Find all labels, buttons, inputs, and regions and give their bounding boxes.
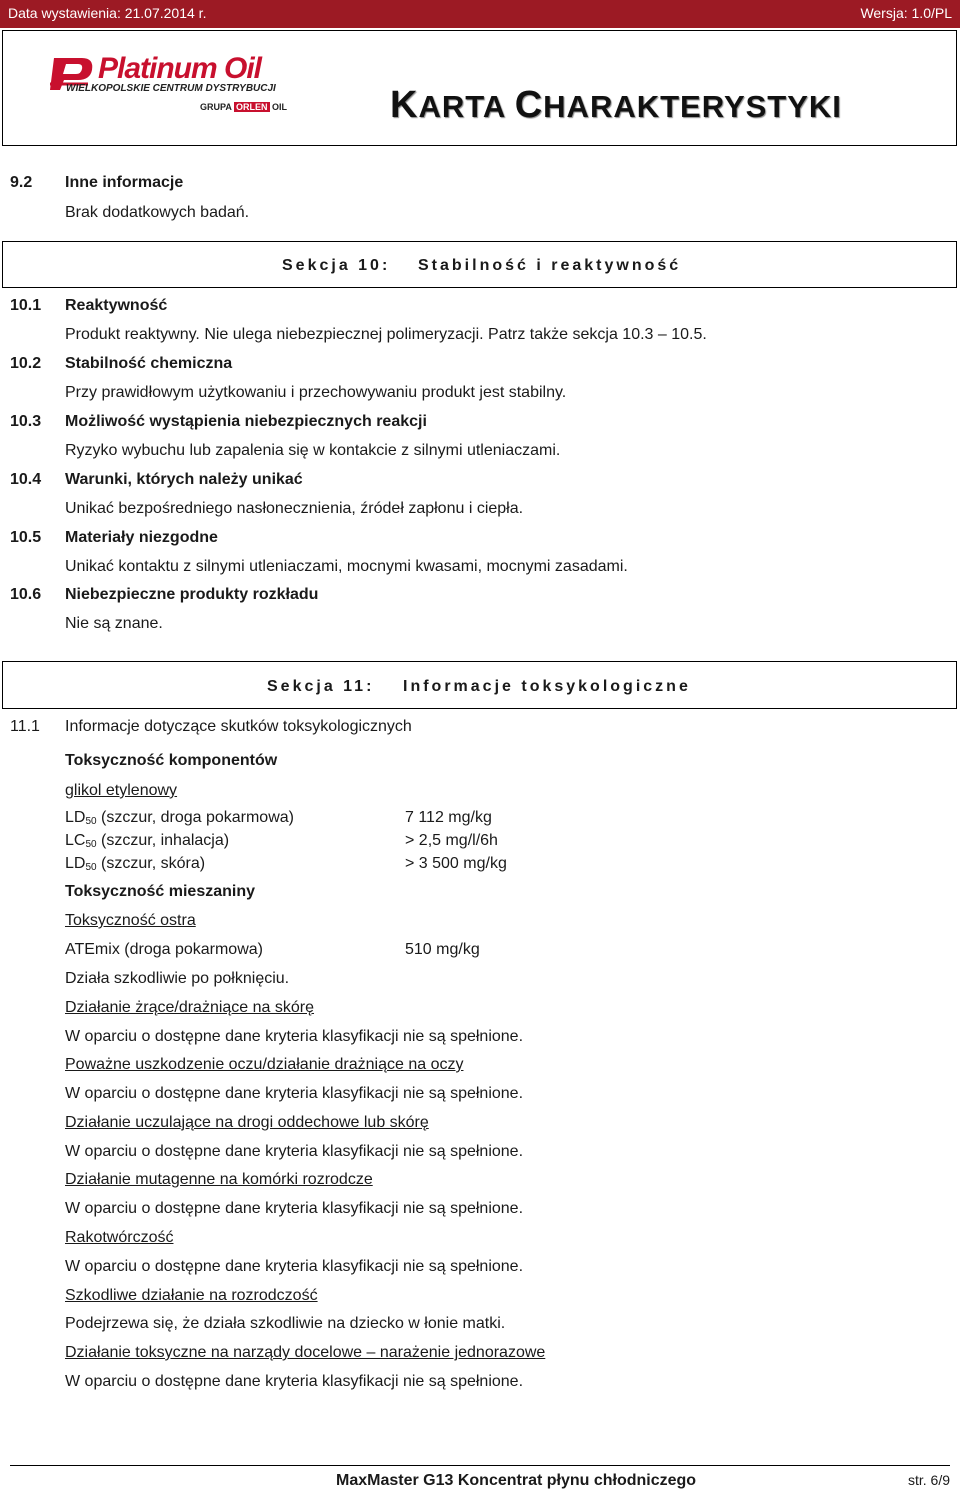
components-heading: Toksyczność komponentów bbox=[65, 752, 278, 769]
item-text: Produkt reaktywny. Nie ulega niebezpiecznej polimeryzacji. Patrz także sekcja 10.3 – 10.5. bbox=[65, 326, 707, 343]
title-rest: HARAKTERYSTYKI bbox=[543, 89, 842, 124]
logo-group bbox=[200, 102, 287, 112]
hazard-text: W oparciu o dostępne dane kryteria klasyfikacji nie są spełnione. bbox=[65, 1028, 524, 1045]
tox-row-label bbox=[65, 832, 229, 850]
tox-row-value: > 2,5 mg/l/6h bbox=[405, 832, 498, 849]
component-name: glikol etylenowy bbox=[65, 782, 178, 799]
title-k: K bbox=[390, 84, 419, 126]
s92-text: Brak dodatkowych badań. bbox=[65, 204, 250, 221]
hazard-heading: Działanie mutagenne na komórki rozrodcze bbox=[65, 1171, 373, 1188]
hazard-text: W oparciu o dostępne dane kryteria klasyfikacji nie są spełnione. bbox=[65, 1258, 524, 1275]
s92-heading: Inne informacje bbox=[65, 174, 184, 191]
item-num: 10.6 bbox=[10, 586, 42, 603]
s111-num: 11.1 bbox=[10, 718, 40, 735]
hazard-heading: Rakotwórczość bbox=[65, 1229, 174, 1246]
title-c: C bbox=[514, 84, 544, 126]
section-11-title: Informacje toksykologiczne bbox=[403, 678, 691, 695]
atemix-value: 510 mg/kg bbox=[405, 941, 480, 958]
item-heading: Niebezpieczne produkty rozkładu bbox=[65, 586, 319, 603]
item-text: Nie są znane. bbox=[65, 615, 163, 632]
tox-cond: (szczur, skóra) bbox=[96, 855, 206, 872]
footer-product: MaxMaster G13 Koncentrat płynu chłodniczego bbox=[336, 1472, 697, 1489]
tox-pre: LD bbox=[65, 809, 86, 826]
hazard-text: W oparciu o dostępne dane kryteria klasyfikacji nie są spełnione. bbox=[65, 1373, 524, 1390]
tox-sub: 50 bbox=[85, 839, 97, 850]
tox-row-label bbox=[65, 809, 294, 827]
item-text: Unikać bezpośredniego nasłonecznienia, źródeł zapłonu i ciepła. bbox=[65, 500, 524, 517]
item-heading: Materiały niezgodne bbox=[65, 529, 218, 546]
footer-page: str. 6/9 bbox=[907, 1472, 950, 1488]
logo-group-orlen: ORLEN bbox=[236, 102, 268, 112]
item-text: Ryzyko wybuchu lub zapalenia się w kontakcie z silnymi utleniaczami. bbox=[65, 442, 561, 459]
hazard-text: Podejrzewa się, że działa szkodliwie na dziecko w łonie matki. bbox=[65, 1315, 506, 1332]
item-num: 10.5 bbox=[10, 529, 42, 546]
section-10-title: Stabilność i reaktywność bbox=[418, 257, 682, 274]
hazard-heading: Szkodliwe działanie na rozrodczość bbox=[65, 1287, 318, 1304]
atemix-label: ATEmix (droga pokarmowa) bbox=[65, 941, 263, 958]
item-num: 10.4 bbox=[10, 471, 42, 488]
tox-row-label bbox=[65, 855, 205, 873]
hazard-heading: Działanie żrące/drażniące na skórę bbox=[65, 999, 315, 1016]
footer-divider bbox=[10, 1465, 950, 1466]
item-heading: Możliwość wystąpienia niebezpiecznych reakcji bbox=[65, 413, 427, 430]
version: Wersja: 1.0/PL bbox=[860, 5, 952, 21]
tox-sub: 50 bbox=[85, 862, 97, 873]
hazard-text: W oparciu o dostępne dane kryteria klasyfikacji nie są spełnione. bbox=[65, 1200, 524, 1217]
s92-num: 9.2 bbox=[10, 174, 33, 191]
issue-date: Data wystawienia: 21.07.2014 r. bbox=[8, 5, 207, 21]
tox-row-value: > 3 500 mg/kg bbox=[405, 855, 507, 872]
document-title bbox=[390, 84, 842, 127]
item-text: Przy prawidłowym użytkowaniu i przechowywaniu produkt jest stabilny. bbox=[65, 384, 567, 401]
company-logo bbox=[48, 50, 308, 120]
item-heading: Stabilność chemiczna bbox=[65, 355, 233, 372]
tox-sub: 50 bbox=[85, 816, 97, 827]
item-text: Unikać kontaktu z silnymi utleniaczami, mocnymi kwasami, mocnymi zasadami. bbox=[65, 558, 628, 575]
tox-row-value: 7 112 mg/kg bbox=[405, 809, 492, 826]
mixture-heading: Toksyczność mieszaniny bbox=[65, 883, 255, 900]
item-num: 10.1 bbox=[10, 297, 42, 314]
logo-group-oil: OIL bbox=[272, 102, 288, 112]
s111-heading: Informacje dotyczące skutków toksykologicznych bbox=[65, 718, 412, 735]
section-11-label: Sekcja 11: bbox=[267, 678, 375, 695]
tox-pre: LC bbox=[65, 832, 86, 849]
logo-tagline: WIELKOPOLSKIE CENTRUM DYSTRYBUCJI bbox=[66, 83, 276, 94]
item-heading: Reaktywność bbox=[65, 297, 168, 314]
title-arta: ARTA bbox=[418, 89, 515, 124]
hazard-heading: Poważne uszkodzenie oczu/działanie drażniące na oczy bbox=[65, 1056, 464, 1073]
logo-brand: Platinum Oil bbox=[98, 52, 262, 85]
hazard-text: W oparciu o dostępne dane kryteria klasyfikacji nie są spełnione. bbox=[65, 1085, 524, 1102]
tox-cond: (szczur, inhalacja) bbox=[96, 832, 230, 849]
section-10-label: Sekcja 10: bbox=[282, 257, 391, 274]
hazard-heading: Działanie toksyczne na narządy docelowe – narażenie jednorazowe bbox=[65, 1344, 546, 1361]
acute-heading: Toksyczność ostra bbox=[65, 912, 196, 929]
acute-text: Działa szkodliwie po połknięciu. bbox=[65, 970, 290, 987]
tox-pre: LD bbox=[65, 855, 86, 872]
hazard-heading: Działanie uczulające na drogi oddechowe lub skórę bbox=[65, 1114, 429, 1131]
item-heading: Warunki, których należy unikać bbox=[65, 471, 303, 488]
item-num: 10.3 bbox=[10, 413, 42, 430]
logo-group-prefix: GRUPA bbox=[200, 102, 232, 112]
top-bar bbox=[0, 0, 960, 28]
tox-cond: (szczur, droga pokarmowa) bbox=[96, 809, 294, 826]
item-num: 10.2 bbox=[10, 355, 42, 372]
hazard-text: W oparciu o dostępne dane kryteria klasyfikacji nie są spełnione. bbox=[65, 1143, 524, 1160]
